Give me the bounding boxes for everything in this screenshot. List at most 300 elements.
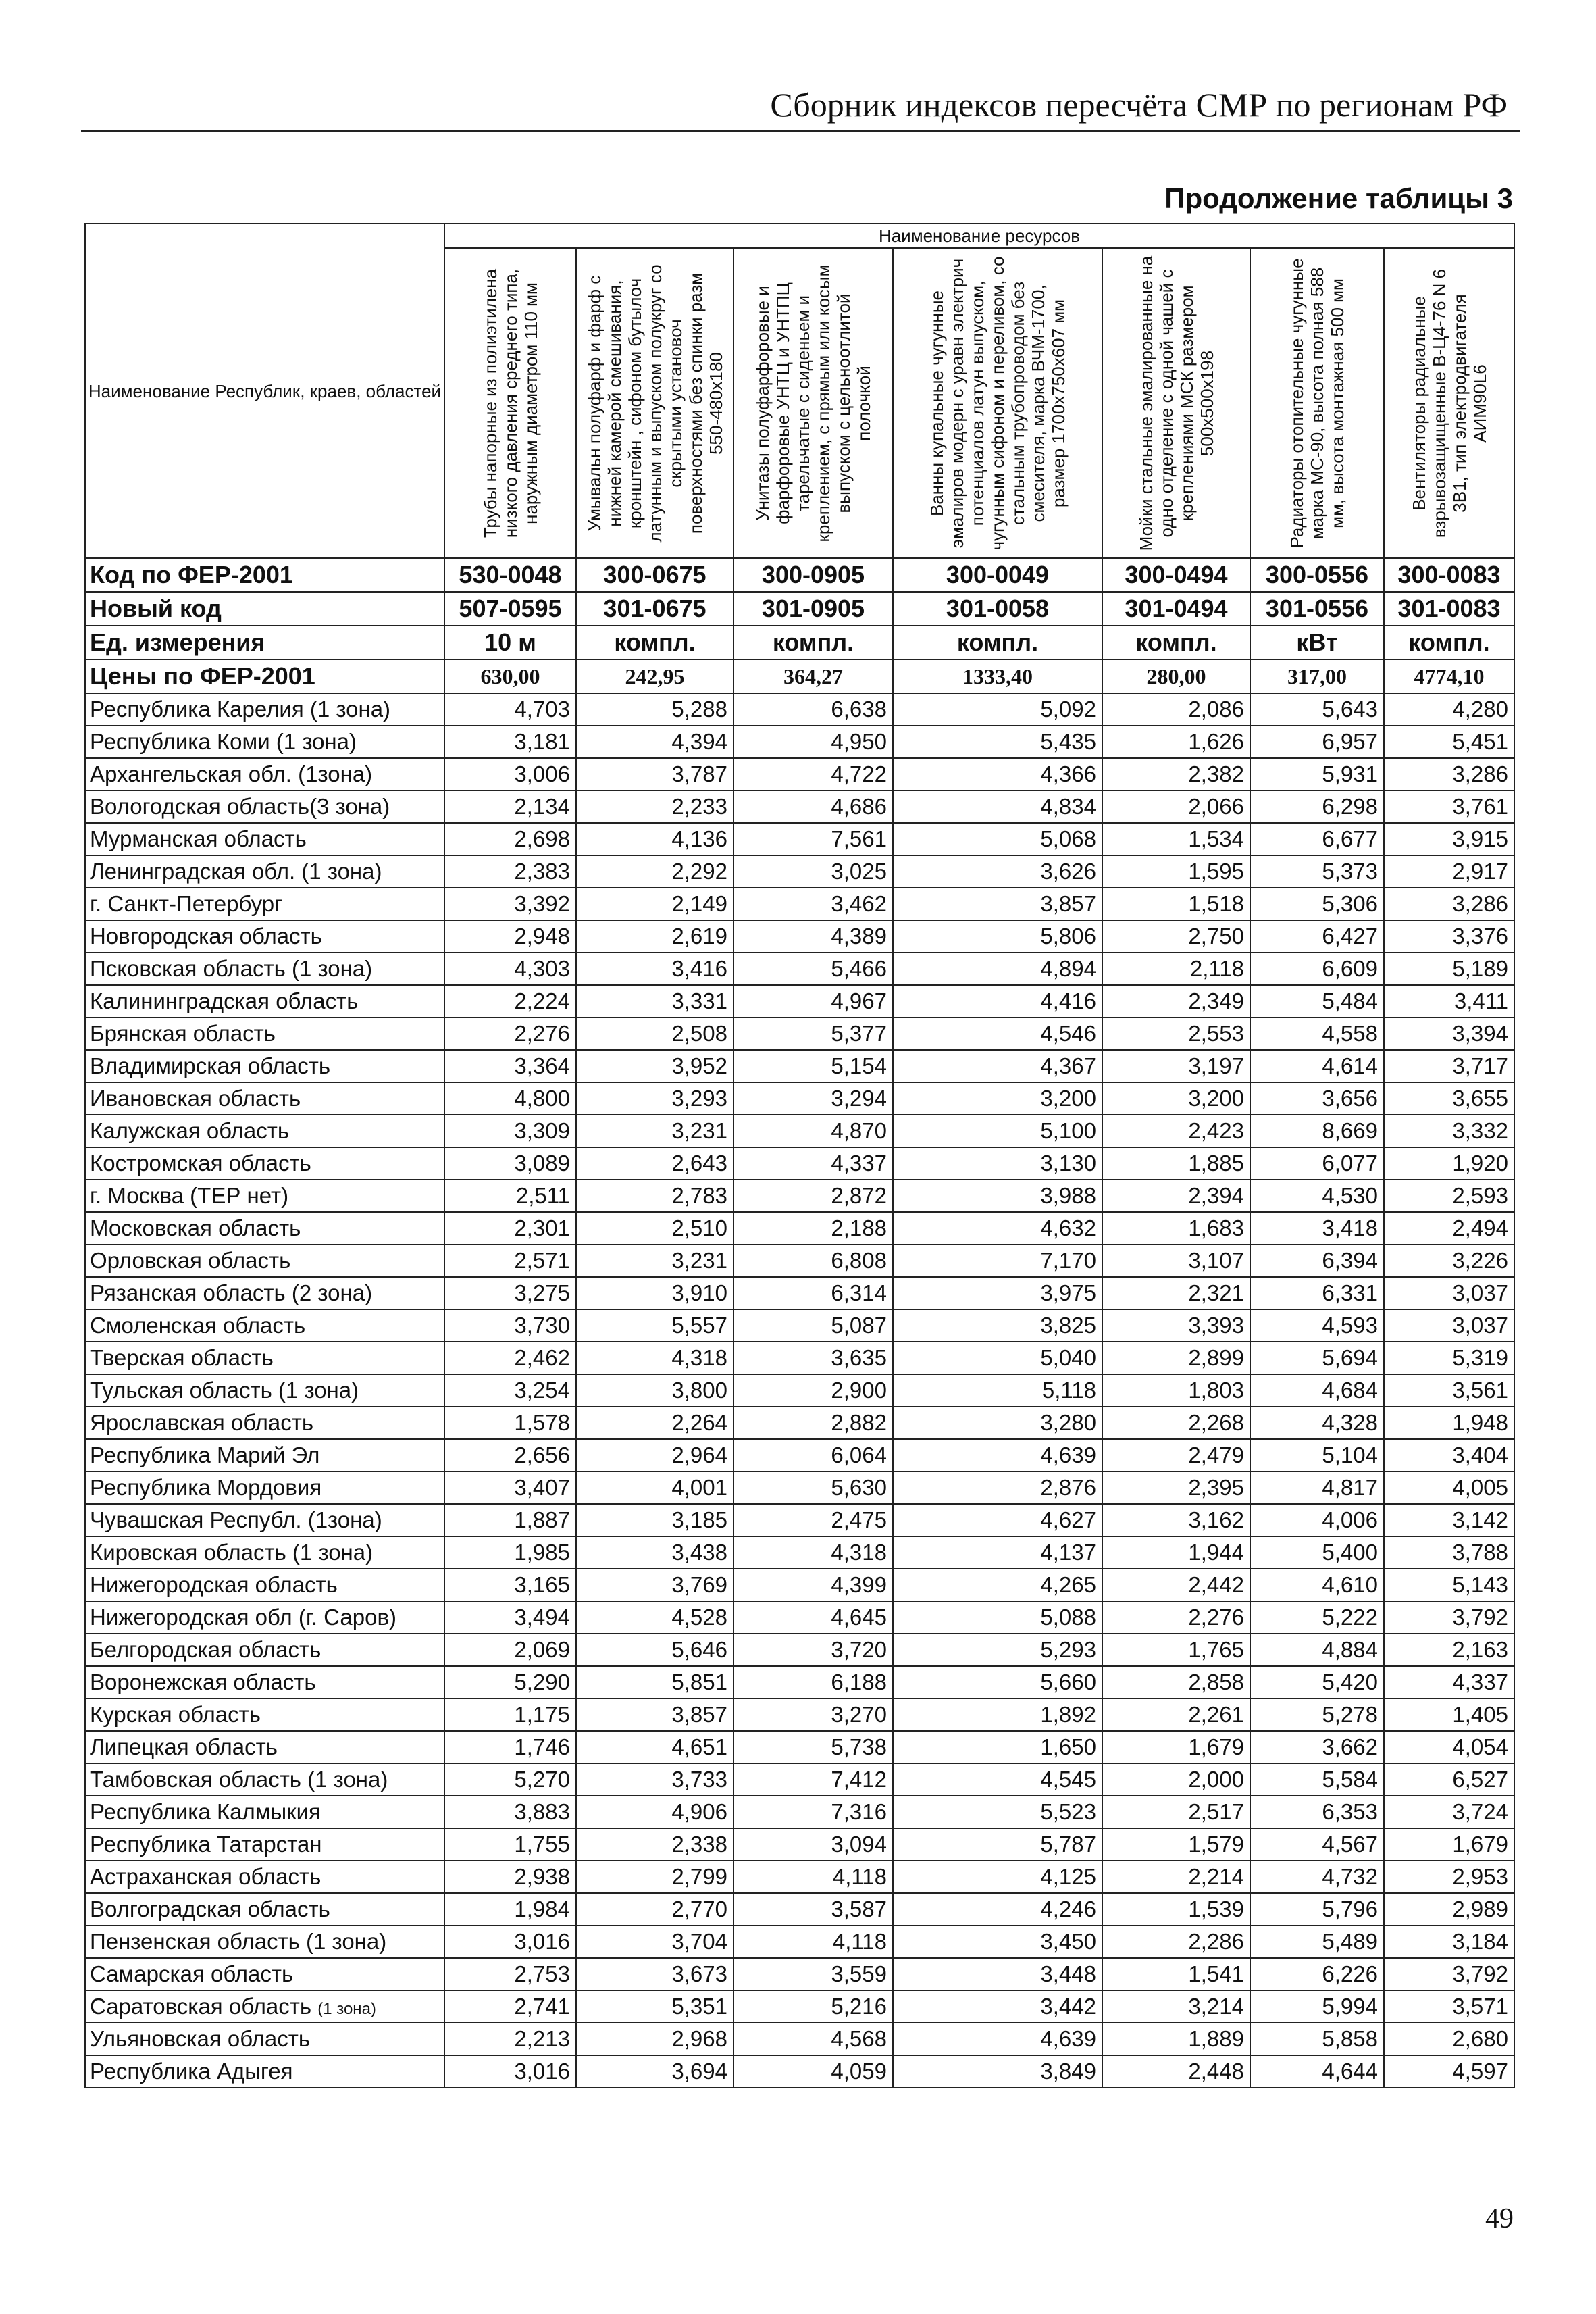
region-name: Ярославская область xyxy=(90,1410,314,1435)
index-value-cell: 3,392 xyxy=(444,888,576,920)
unit-row-value: 10 м xyxy=(444,626,576,659)
unit-row-value: компл. xyxy=(1102,626,1250,659)
region-name: Республика Калмыкия xyxy=(90,1799,321,1824)
index-value-cell: 4,732 xyxy=(1250,1861,1384,1893)
index-value-cell: 2,462 xyxy=(444,1342,576,1374)
index-value-cell: 3,418 xyxy=(1250,1212,1384,1244)
index-value-cell: 3,724 xyxy=(1384,1796,1514,1828)
table-row xyxy=(85,888,1514,920)
index-value-cell: 3,016 xyxy=(444,1926,576,1958)
region-name: Ульяновская область xyxy=(90,2026,311,2051)
region-name-cell xyxy=(85,1796,444,1828)
index-value-cell: 1,518 xyxy=(1102,888,1250,920)
region-name: Калужская область xyxy=(90,1118,290,1143)
index-value-cell: 2,953 xyxy=(1384,1861,1514,1893)
region-name-cell xyxy=(85,1926,444,1958)
fer-code-row xyxy=(85,558,1514,592)
region-name: Брянская область xyxy=(90,1021,276,1046)
index-value-cell: 3,226 xyxy=(1384,1244,1514,1277)
unit-row-label: Ед. измерения xyxy=(85,626,444,659)
region-name-cell xyxy=(85,1180,444,1212)
table-row xyxy=(85,758,1514,790)
index-value-cell: 4,834 xyxy=(893,790,1102,823)
table-row xyxy=(85,1147,1514,1180)
resources-caption: Наименование ресурсов xyxy=(444,224,1514,248)
index-value-cell: 2,224 xyxy=(444,985,576,1017)
index-value-cell: 3,185 xyxy=(576,1504,733,1536)
index-value-cell: 3,792 xyxy=(1384,1601,1514,1634)
index-value-cell: 5,420 xyxy=(1250,1666,1384,1699)
unit-row-value: компл. xyxy=(733,626,893,659)
column-header-3 xyxy=(733,248,893,558)
index-value-cell: 7,412 xyxy=(733,1763,893,1796)
index-value-cell: 2,276 xyxy=(444,1017,576,1050)
index-value-cell: 3,761 xyxy=(1384,790,1514,823)
index-value-cell: 6,677 xyxy=(1250,823,1384,855)
index-value-cell: 3,294 xyxy=(733,1082,893,1115)
index-value-cell: 3,181 xyxy=(444,726,576,758)
index-value-cell: 7,316 xyxy=(733,1796,893,1828)
index-value-cell: 3,416 xyxy=(576,953,733,985)
index-value-cell: 1,944 xyxy=(1102,1536,1250,1569)
region-name: Тамбовская область (1 зона) xyxy=(90,1767,388,1792)
table-row xyxy=(85,1634,1514,1666)
region-name-cell xyxy=(85,1115,444,1147)
price-row-value: 1333,40 xyxy=(893,659,1102,693)
index-value-cell: 5,087 xyxy=(733,1309,893,1342)
region-name: Смоленская область xyxy=(90,1313,306,1338)
index-value-cell: 3,407 xyxy=(444,1472,576,1504)
index-value-cell: 6,427 xyxy=(1250,920,1384,953)
index-value-cell: 3,857 xyxy=(893,888,1102,920)
index-value-cell: 3,792 xyxy=(1384,1958,1514,1990)
region-name-cell xyxy=(85,1536,444,1569)
index-value-cell: 3,988 xyxy=(893,1180,1102,1212)
index-value-cell: 6,527 xyxy=(1384,1763,1514,1796)
index-value-cell: 2,783 xyxy=(576,1180,733,1212)
index-value-cell: 2,510 xyxy=(576,1212,733,1244)
index-value-cell: 4,001 xyxy=(576,1472,733,1504)
column-title: Умывальн полуфарф и фарф с нижней камерой смешивания, кронштейн , сифоном бутылоч латунным и выпуском полукруг со скрытыми установоч поверхностями без спинки разм 550-480х180 xyxy=(584,263,726,543)
region-name: Республика Коми (1 зона) xyxy=(90,729,357,754)
index-value-cell: 5,278 xyxy=(1250,1699,1384,1731)
index-value-cell: 2,508 xyxy=(576,1017,733,1050)
index-value-cell: 2,900 xyxy=(733,1374,893,1407)
index-value-cell: 3,197 xyxy=(1102,1050,1250,1082)
region-name-cell xyxy=(85,1407,444,1439)
index-value-cell: 5,489 xyxy=(1250,1926,1384,1958)
index-value-cell: 6,638 xyxy=(733,693,893,726)
index-value-cell: 6,957 xyxy=(1250,726,1384,758)
index-value-cell: 2,619 xyxy=(576,920,733,953)
column-title: Вентиляторы радиальные взрывозащищенные В-Ц4-76 N 6 3В1, тип электродвигателя АИМ90L6 xyxy=(1408,268,1490,538)
index-value-cell: 2,917 xyxy=(1384,855,1514,888)
index-value-cell: 2,517 xyxy=(1102,1796,1250,1828)
index-value-cell: 4,006 xyxy=(1250,1504,1384,1536)
region-name: г. Москва (ТЕР нет) xyxy=(90,1183,289,1208)
index-value-cell: 5,104 xyxy=(1250,1439,1384,1472)
index-value-cell: 3,142 xyxy=(1384,1504,1514,1536)
region-name: Орловская область xyxy=(90,1248,291,1273)
region-name: Кировская область (1 зона) xyxy=(90,1540,374,1565)
column-header-4 xyxy=(893,248,1102,558)
table-row xyxy=(85,726,1514,758)
table-row xyxy=(85,920,1514,953)
region-name-cell xyxy=(85,1050,444,1082)
region-name: Саратовская область xyxy=(90,1994,312,2019)
column-title: Радиаторы отопительные чугунные марка МС-90, высота полная 588 мм, высота монтажная 500 мм xyxy=(1287,257,1347,549)
region-name-cell xyxy=(85,920,444,953)
table-row xyxy=(85,1861,1514,1893)
region-name: Волгоградская область xyxy=(90,1896,330,1921)
region-name: Владимирская область xyxy=(90,1053,331,1078)
table-row xyxy=(85,1277,1514,1309)
index-value-cell: 2,511 xyxy=(444,1180,576,1212)
table-row xyxy=(85,1050,1514,1082)
region-name-cell xyxy=(85,823,444,855)
index-value-cell: 2,149 xyxy=(576,888,733,920)
index-value-cell: 6,064 xyxy=(733,1439,893,1472)
index-value-cell: 6,314 xyxy=(733,1277,893,1309)
index-value-cell: 2,448 xyxy=(1102,2055,1250,2088)
region-name-cell xyxy=(85,1958,444,1990)
index-value-cell: 2,799 xyxy=(576,1861,733,1893)
index-value-cell: 3,016 xyxy=(444,2055,576,2088)
index-value-cell: 3,587 xyxy=(733,1893,893,1926)
index-value-cell: 3,442 xyxy=(893,1990,1102,2023)
table-row xyxy=(85,1569,1514,1601)
index-value-cell: 2,698 xyxy=(444,823,576,855)
index-value-cell: 4,337 xyxy=(1384,1666,1514,1699)
region-name: Псковская область (1 зона) xyxy=(90,956,373,981)
index-value-cell: 4,632 xyxy=(893,1212,1102,1244)
region-name-cell xyxy=(85,1601,444,1634)
index-value-cell: 2,383 xyxy=(444,855,576,888)
index-value-cell: 4,545 xyxy=(893,1763,1102,1796)
index-value-cell: 2,423 xyxy=(1102,1115,1250,1147)
table-row xyxy=(85,1115,1514,1147)
region-name: Самарская область xyxy=(90,1961,294,1986)
index-value-cell: 4,686 xyxy=(733,790,893,823)
index-value-cell: 3,184 xyxy=(1384,1926,1514,1958)
region-name-cell xyxy=(85,1277,444,1309)
index-value-cell: 3,787 xyxy=(576,758,733,790)
index-value-cell: 5,216 xyxy=(733,1990,893,2023)
region-name: Республика Мордовия xyxy=(90,1475,322,1500)
index-value-cell: 4,530 xyxy=(1250,1180,1384,1212)
column-title: Мойки стальные эмалированные на одно отделение с одной чашей с креплениями МСК размером 500х500х198 xyxy=(1135,255,1217,551)
table-row xyxy=(85,1796,1514,1828)
index-value-cell: 6,077 xyxy=(1250,1147,1384,1180)
table-row xyxy=(85,1244,1514,1277)
index-value-cell: 4,597 xyxy=(1384,2055,1514,2088)
index-value-cell: 2,000 xyxy=(1102,1763,1250,1796)
index-value-cell: 4,054 xyxy=(1384,1731,1514,1763)
index-value-cell: 4,644 xyxy=(1250,2055,1384,2088)
region-name: Республика Марий Эл xyxy=(90,1442,320,1467)
index-value-cell: 2,118 xyxy=(1102,953,1250,985)
index-value-cell: 4,136 xyxy=(576,823,733,855)
index-value-cell: 2,770 xyxy=(576,1893,733,1926)
index-value-cell: 2,442 xyxy=(1102,1569,1250,1601)
index-value-cell: 3,376 xyxy=(1384,920,1514,953)
index-value-cell: 5,584 xyxy=(1250,1763,1384,1796)
index-value-cell: 4,610 xyxy=(1250,1569,1384,1601)
index-value-cell: 3,883 xyxy=(444,1796,576,1828)
index-value-cell: 3,849 xyxy=(893,2055,1102,2088)
index-value-cell: 2,163 xyxy=(1384,1634,1514,1666)
region-name: Ленинградская обл. (1 зона) xyxy=(90,859,382,884)
index-value-cell: 2,938 xyxy=(444,1861,576,1893)
index-value-cell: 3,559 xyxy=(733,1958,893,1990)
index-value-cell: 1,755 xyxy=(444,1828,576,1861)
index-value-cell: 1,885 xyxy=(1102,1147,1250,1180)
index-value-cell: 1,920 xyxy=(1384,1147,1514,1180)
price-row-value: 280,00 xyxy=(1102,659,1250,693)
region-name-cell xyxy=(85,1472,444,1504)
table-row xyxy=(85,1958,1514,1990)
index-value-cell: 4,394 xyxy=(576,726,733,758)
table-row xyxy=(85,1472,1514,1504)
index-value-cell: 3,800 xyxy=(576,1374,733,1407)
region-name: Рязанская область (2 зона) xyxy=(90,1280,373,1305)
index-value-cell: 3,200 xyxy=(893,1082,1102,1115)
index-value-cell: 5,694 xyxy=(1250,1342,1384,1374)
index-value-cell: 2,680 xyxy=(1384,2023,1514,2055)
index-value-cell: 1,539 xyxy=(1102,1893,1250,1926)
index-value-cell: 5,040 xyxy=(893,1342,1102,1374)
index-value-cell: 3,286 xyxy=(1384,888,1514,920)
index-value-cell: 3,662 xyxy=(1250,1731,1384,1763)
index-value-cell: 5,484 xyxy=(1250,985,1384,1017)
region-name: Чувашская Республ. (1зона) xyxy=(90,1507,382,1532)
new-code-row-value: 301-0058 xyxy=(893,592,1102,626)
index-value-cell: 5,154 xyxy=(733,1050,893,1082)
index-value-cell: 5,796 xyxy=(1250,1893,1384,1926)
unit-row-value: кВт xyxy=(1250,626,1384,659)
table-row xyxy=(85,1666,1514,1699)
region-name-cell xyxy=(85,1147,444,1180)
region-name: Ивановская область xyxy=(90,1086,301,1111)
index-value-cell: 3,107 xyxy=(1102,1244,1250,1277)
region-name-suffix: (1 зона) xyxy=(317,2000,376,2018)
index-value-cell: 4,328 xyxy=(1250,1407,1384,1439)
index-value-cell: 1,679 xyxy=(1102,1731,1250,1763)
table-row xyxy=(85,1439,1514,1472)
index-value-cell: 4,639 xyxy=(893,1439,1102,1472)
index-value-cell: 3,450 xyxy=(893,1926,1102,1958)
index-value-cell: 2,292 xyxy=(576,855,733,888)
index-value-cell: 5,092 xyxy=(893,693,1102,726)
fer-code-row-value: 530-0048 xyxy=(444,558,576,592)
index-value-cell: 2,948 xyxy=(444,920,576,953)
index-value-cell: 1,984 xyxy=(444,1893,576,1926)
index-value-cell: 2,338 xyxy=(576,1828,733,1861)
region-name-cell xyxy=(85,855,444,888)
region-name-cell xyxy=(85,1439,444,1472)
table-row xyxy=(85,1212,1514,1244)
region-name: Архангельская обл. (1зона) xyxy=(90,761,373,786)
index-value-cell: 2,321 xyxy=(1102,1277,1250,1309)
table-row xyxy=(85,1601,1514,1634)
index-value-cell: 4,639 xyxy=(893,2023,1102,2055)
index-value-cell: 3,462 xyxy=(733,888,893,920)
index-value-cell: 4,399 xyxy=(733,1569,893,1601)
region-name: Новгородская область xyxy=(90,924,322,949)
new-code-row-value: 301-0083 xyxy=(1384,592,1514,626)
index-value-cell: 4,367 xyxy=(893,1050,1102,1082)
index-value-cell: 3,788 xyxy=(1384,1536,1514,1569)
region-name-cell xyxy=(85,1017,444,1050)
table-row xyxy=(85,823,1514,855)
index-value-cell: 3,231 xyxy=(576,1115,733,1147)
index-value-cell: 4,593 xyxy=(1250,1309,1384,1342)
index-value-cell: 1,985 xyxy=(444,1536,576,1569)
index-value-cell: 3,411 xyxy=(1384,985,1514,1017)
index-value-cell: 2,882 xyxy=(733,1407,893,1439)
index-value-cell: 1,595 xyxy=(1102,855,1250,888)
column-title: Ванны купальные чугунные эмалиров модерн с уравн электрич потенциалов латун выпуском, чугунным сифоном и переливом, со стальным трубопроводом без смесителя, марка ВЧМ-1700, размер 1700х750х607 мм xyxy=(927,256,1069,550)
region-name-cell xyxy=(85,1990,444,2023)
region-name-cell xyxy=(85,1699,444,1731)
index-value-cell: 3,438 xyxy=(576,1536,733,1569)
index-value-cell: 5,270 xyxy=(444,1763,576,1796)
table-row xyxy=(85,790,1514,823)
index-value-cell: 5,222 xyxy=(1250,1601,1384,1634)
index-value-cell: 3,231 xyxy=(576,1244,733,1277)
index-value-cell: 5,118 xyxy=(893,1374,1102,1407)
index-value-cell: 2,494 xyxy=(1384,1212,1514,1244)
index-value-cell: 4,366 xyxy=(893,758,1102,790)
caption-row xyxy=(85,224,1514,248)
table-row xyxy=(85,1536,1514,1569)
fer-code-row-value: 300-0049 xyxy=(893,558,1102,592)
index-value-cell: 3,825 xyxy=(893,1309,1102,1342)
index-value-cell: 5,290 xyxy=(444,1666,576,1699)
table-row xyxy=(85,1309,1514,1342)
index-value-cell: 3,717 xyxy=(1384,1050,1514,1082)
index-value-cell: 4,884 xyxy=(1250,1634,1384,1666)
table-row xyxy=(85,1374,1514,1407)
index-value-cell: 2,086 xyxy=(1102,693,1250,726)
index-value-cell: 3,561 xyxy=(1384,1374,1514,1407)
index-value-cell: 2,872 xyxy=(733,1180,893,1212)
index-value-cell: 1,948 xyxy=(1384,1407,1514,1439)
region-name-cell xyxy=(85,1634,444,1666)
index-value-cell: 2,593 xyxy=(1384,1180,1514,1212)
region-name-cell xyxy=(85,1374,444,1407)
region-name-cell xyxy=(85,1504,444,1536)
index-value-cell: 4,303 xyxy=(444,953,576,985)
index-value-cell: 7,170 xyxy=(893,1244,1102,1277)
index-value-cell: 3,915 xyxy=(1384,823,1514,855)
index-value-cell: 2,213 xyxy=(444,2023,576,2055)
regional-index-table xyxy=(84,223,1515,2088)
index-value-cell: 3,404 xyxy=(1384,1439,1514,1472)
region-name: Вологодская область(3 зона) xyxy=(90,794,390,819)
index-value-cell: 3,704 xyxy=(576,1926,733,1958)
index-value-cell: 2,964 xyxy=(576,1439,733,1472)
index-value-cell: 4,337 xyxy=(733,1147,893,1180)
index-value-cell: 3,200 xyxy=(1102,1082,1250,1115)
region-name-cell xyxy=(85,1731,444,1763)
index-value-cell: 2,741 xyxy=(444,1990,576,2023)
index-value-cell: 3,655 xyxy=(1384,1082,1514,1115)
index-value-cell: 1,175 xyxy=(444,1699,576,1731)
price-row-label: Цены по ФЕР-2001 xyxy=(85,659,444,693)
index-value-cell: 3,626 xyxy=(893,855,1102,888)
index-value-cell: 3,494 xyxy=(444,1601,576,1634)
index-value-cell: 3,635 xyxy=(733,1342,893,1374)
table-row xyxy=(85,1180,1514,1212)
index-value-cell: 1,892 xyxy=(893,1699,1102,1731)
index-value-cell: 4,558 xyxy=(1250,1017,1384,1050)
region-name-cell xyxy=(85,1569,444,1601)
fer-code-row-value: 300-0083 xyxy=(1384,558,1514,592)
index-value-cell: 5,143 xyxy=(1384,1569,1514,1601)
index-value-cell: 5,851 xyxy=(576,1666,733,1699)
index-value-cell: 3,331 xyxy=(576,985,733,1017)
index-value-cell: 4,800 xyxy=(444,1082,576,1115)
index-value-cell: 3,571 xyxy=(1384,1990,1514,2023)
index-value-cell: 5,806 xyxy=(893,920,1102,953)
index-value-cell: 4,318 xyxy=(576,1342,733,1374)
index-value-cell: 3,673 xyxy=(576,1958,733,1990)
index-value-cell: 1,541 xyxy=(1102,1958,1250,1990)
region-name-cell xyxy=(85,1244,444,1277)
column-header-2 xyxy=(576,248,733,558)
index-value-cell: 1,534 xyxy=(1102,823,1250,855)
index-value-cell: 2,989 xyxy=(1384,1893,1514,1926)
region-name: Воронежская область xyxy=(90,1669,316,1694)
region-name: Курская область xyxy=(90,1702,261,1727)
index-value-cell: 4,389 xyxy=(733,920,893,953)
column-header-6 xyxy=(1250,248,1384,558)
index-value-cell: 3,037 xyxy=(1384,1277,1514,1309)
index-value-cell: 5,787 xyxy=(893,1828,1102,1861)
index-value-cell: 2,656 xyxy=(444,1439,576,1472)
index-value-cell: 1,746 xyxy=(444,1731,576,1763)
running-header-title: Сборник индексов пересчёта СМР по регионам РФ xyxy=(770,86,1508,124)
fer-code-row-value: 300-0905 xyxy=(733,558,893,592)
index-value-cell: 4,645 xyxy=(733,1601,893,1634)
region-name-cell xyxy=(85,2023,444,2055)
index-value-cell: 4,318 xyxy=(733,1536,893,1569)
index-value-cell: 6,331 xyxy=(1250,1277,1384,1309)
region-name-cell xyxy=(85,758,444,790)
index-value-cell: 4,567 xyxy=(1250,1828,1384,1861)
table-row xyxy=(85,953,1514,985)
index-value-cell: 5,738 xyxy=(733,1731,893,1763)
region-name-cell xyxy=(85,693,444,726)
table-row xyxy=(85,985,1514,1017)
index-value-cell: 3,364 xyxy=(444,1050,576,1082)
index-value-cell: 2,264 xyxy=(576,1407,733,1439)
index-value-cell: 2,276 xyxy=(1102,1601,1250,1634)
index-value-cell: 3,857 xyxy=(576,1699,733,1731)
region-name-cell xyxy=(85,953,444,985)
index-value-cell: 1,765 xyxy=(1102,1634,1250,1666)
index-value-cell: 4,246 xyxy=(893,1893,1102,1926)
table-row xyxy=(85,1504,1514,1536)
index-value-cell: 4,528 xyxy=(576,1601,733,1634)
index-value-cell: 1,887 xyxy=(444,1504,576,1536)
index-value-cell: 3,730 xyxy=(444,1309,576,1342)
index-value-cell: 7,561 xyxy=(733,823,893,855)
index-value-cell: 6,353 xyxy=(1250,1796,1384,1828)
index-value-cell: 6,609 xyxy=(1250,953,1384,985)
region-name: Костромская область xyxy=(90,1151,311,1176)
